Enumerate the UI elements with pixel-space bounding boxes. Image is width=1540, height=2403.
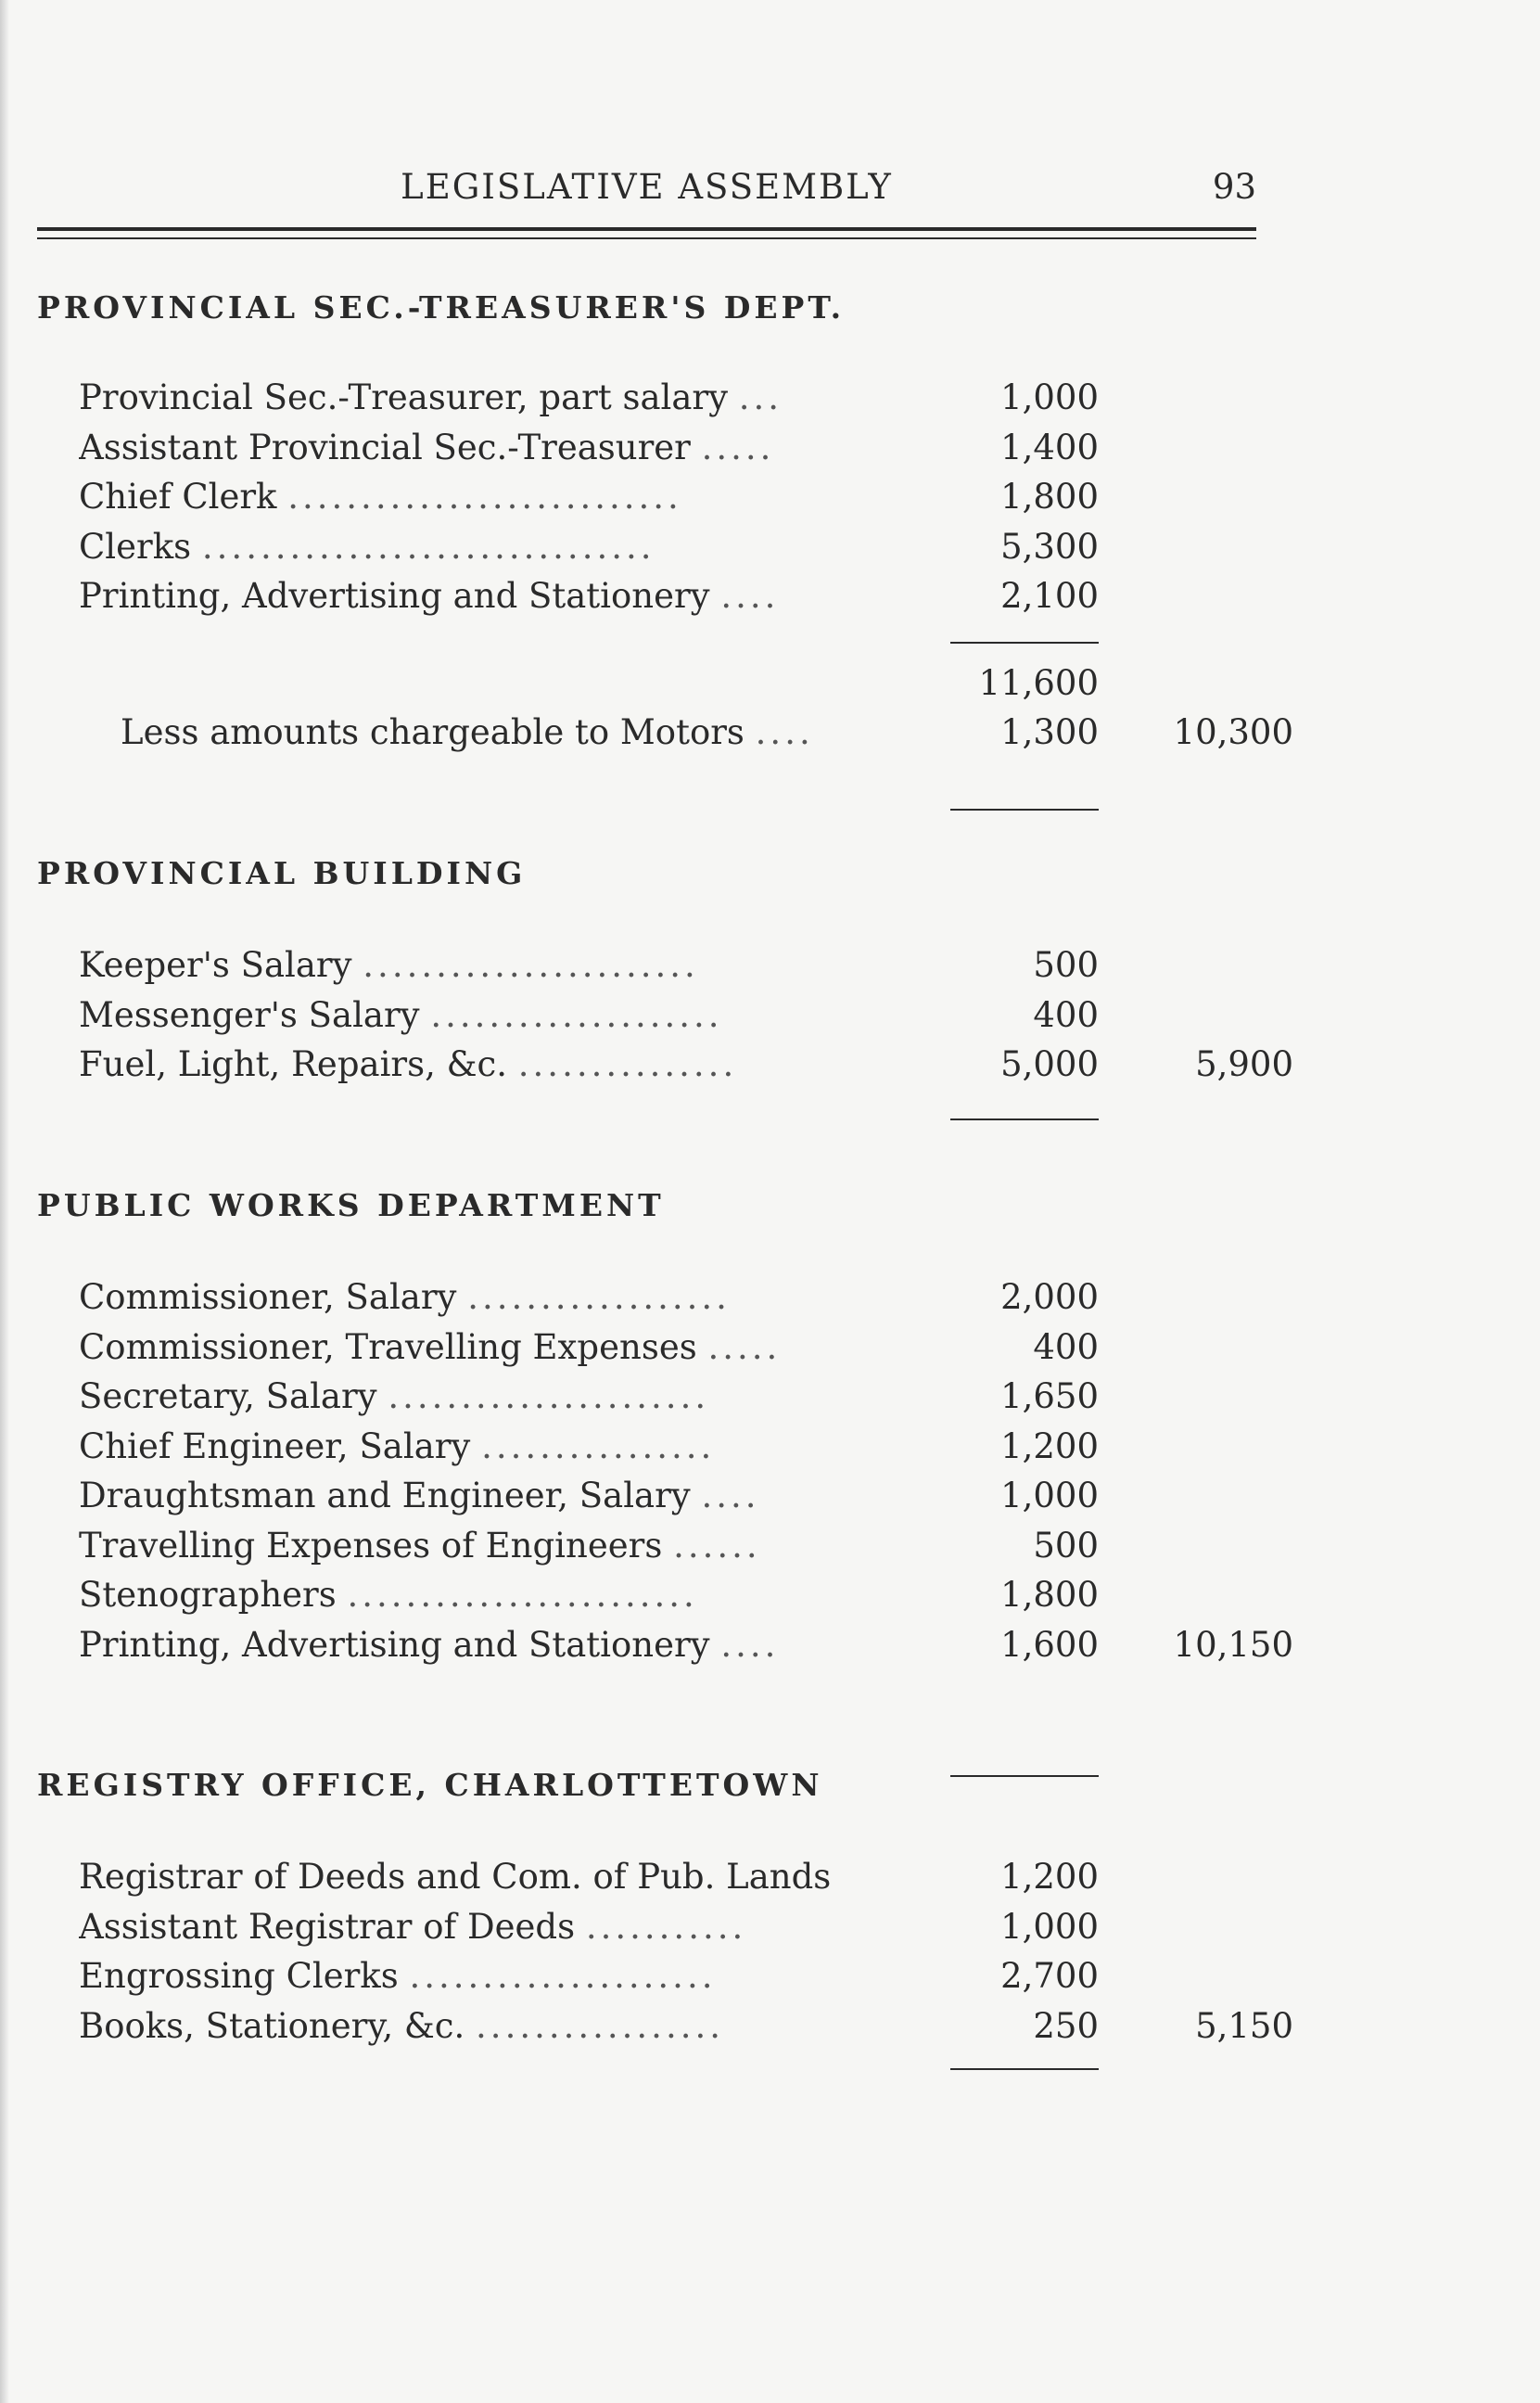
row-amount: 5,000 [1000,1044,1099,1084]
row-amount: 1,000 [1000,1476,1099,1515]
row-total: 5,150 [1195,2005,1293,2046]
row-amount: 2,000 [1000,1277,1099,1317]
section-end-rule [950,809,1099,811]
row-total: 5,900 [1195,1044,1293,1084]
row-amount: 1,200 [1000,1857,1099,1897]
ledger-row [37,1521,1261,1571]
row-amount: 2,700 [1000,1956,1099,1996]
row-amount: 500 [1033,1525,1099,1566]
row-amount: 1,000 [1000,1906,1099,1947]
ledger-row [37,472,1261,522]
row-amount: 400 [1033,1326,1099,1367]
ledger-row [37,2001,1293,2051]
ledger-row [37,1951,1261,2001]
section-rows [37,940,1293,1090]
subtotal-row [37,658,1261,709]
row-amount: 1,650 [1000,1376,1099,1416]
row-label: Draughtsman and Engineer, Salary .... [79,1476,760,1515]
ledger-row [37,1902,1261,1952]
ledger-row [37,1272,1261,1323]
row-label: Commissioner, Salary .................. [79,1277,731,1317]
ledger-row [37,522,1261,572]
row-amount: 1,000 [1000,377,1099,417]
ledger-row [37,940,1261,991]
row-amount: 2,100 [1000,576,1099,616]
row-amount: 250 [1033,2005,1099,2046]
section-rows [37,373,1293,758]
row-label: Registrar of Deeds and Com. of Pub. Lands [79,1857,832,1897]
row-label: Keeper's Salary ....................... [79,945,699,985]
header-rule-thick [37,227,1256,231]
row-label: Provincial Sec.-Treasurer, part salary ... [79,377,783,417]
row-amount: 1,800 [1000,477,1099,517]
ledger-row [37,1852,1261,1902]
section-provincial-building [37,855,1293,1090]
ledger-row [37,1570,1261,1620]
section-rows [37,1272,1293,1669]
row-label: Books, Stationery, &c. ................. [79,2005,724,2046]
section-heading: PROVINCIAL BUILDING [37,855,527,891]
section-provincial-sec-treasurer [37,289,1293,758]
row-total: 10,300 [1173,712,1293,752]
row-amount: 400 [1033,994,1099,1035]
ledger-row [37,1471,1261,1521]
section-heading: REGISTRY OFFICE, CHARLOTTETOWN [37,1767,823,1803]
row-total: 10,150 [1173,1624,1293,1665]
ledger-row [37,1620,1293,1670]
subtotal-rule [950,642,1099,644]
row-label: Less amounts chargeable to Motors .... [121,712,814,752]
section-heading: PROVINCIAL SEC.-TREASURER'S DEPT. [37,289,846,326]
page-edge-shadow [0,0,9,2403]
row-amount: 1,300 [1000,712,1099,752]
row-label: Chief Clerk ........................... [79,477,682,517]
row-amount: 500 [1033,945,1099,985]
row-label: Assistant Registrar of Deeds ........... [79,1906,747,1947]
row-label: Assistant Provincial Sec.-Treasurer ..... [79,427,775,467]
page-number: 93 [1212,167,1256,207]
row-amount: 5,300 [1000,526,1099,567]
header-rule-thin [37,237,1256,239]
row-label: Travelling Expenses of Engineers ...... [79,1525,761,1566]
ledger-row [37,423,1261,473]
row-label: Engrossing Clerks ..................... [79,1956,717,1996]
row-label: Clerks ............................... [79,526,655,567]
section-heading: PUBLIC WORKS DEPARTMENT [37,1187,665,1223]
row-label: Fuel, Light, Repairs, &c. ............... [79,1044,738,1084]
row-label: Chief Engineer, Salary ................ [79,1425,716,1466]
section-registry-office [37,1767,1293,2051]
row-amount: 1,400 [1000,427,1099,467]
section-end-rule [950,2068,1099,2070]
running-title: LEGISLATIVE ASSEMBLY [401,167,893,207]
row-label: Messenger's Salary .................... [79,994,723,1035]
ledger-row [37,991,1261,1041]
ledger-row [37,373,1261,423]
ledger-row [37,1422,1261,1472]
ledger-row [37,1372,1261,1422]
subtotal-amount: 11,600 [978,662,1099,703]
ledger-row [37,571,1261,621]
deduction-row [37,708,1293,758]
row-amount: 1,200 [1000,1425,1099,1466]
ledger-row [37,1040,1293,1090]
section-end-rule [950,1118,1099,1120]
row-label: Secretary, Salary ...................... [79,1376,710,1416]
row-label: Commissioner, Travelling Expenses ..... [79,1326,782,1367]
row-amount: 1,800 [1000,1575,1099,1615]
ledger-row [37,1323,1261,1373]
section-rows [37,1852,1293,2051]
row-amount: 1,600 [1000,1624,1099,1665]
row-label: Printing, Advertising and Stationery .... [79,1624,780,1665]
section-public-works [37,1187,1293,1669]
row-label: Printing, Advertising and Stationery .... [79,576,780,616]
running-head [37,167,1256,213]
row-label: Stenographers ........................ [79,1575,698,1615]
